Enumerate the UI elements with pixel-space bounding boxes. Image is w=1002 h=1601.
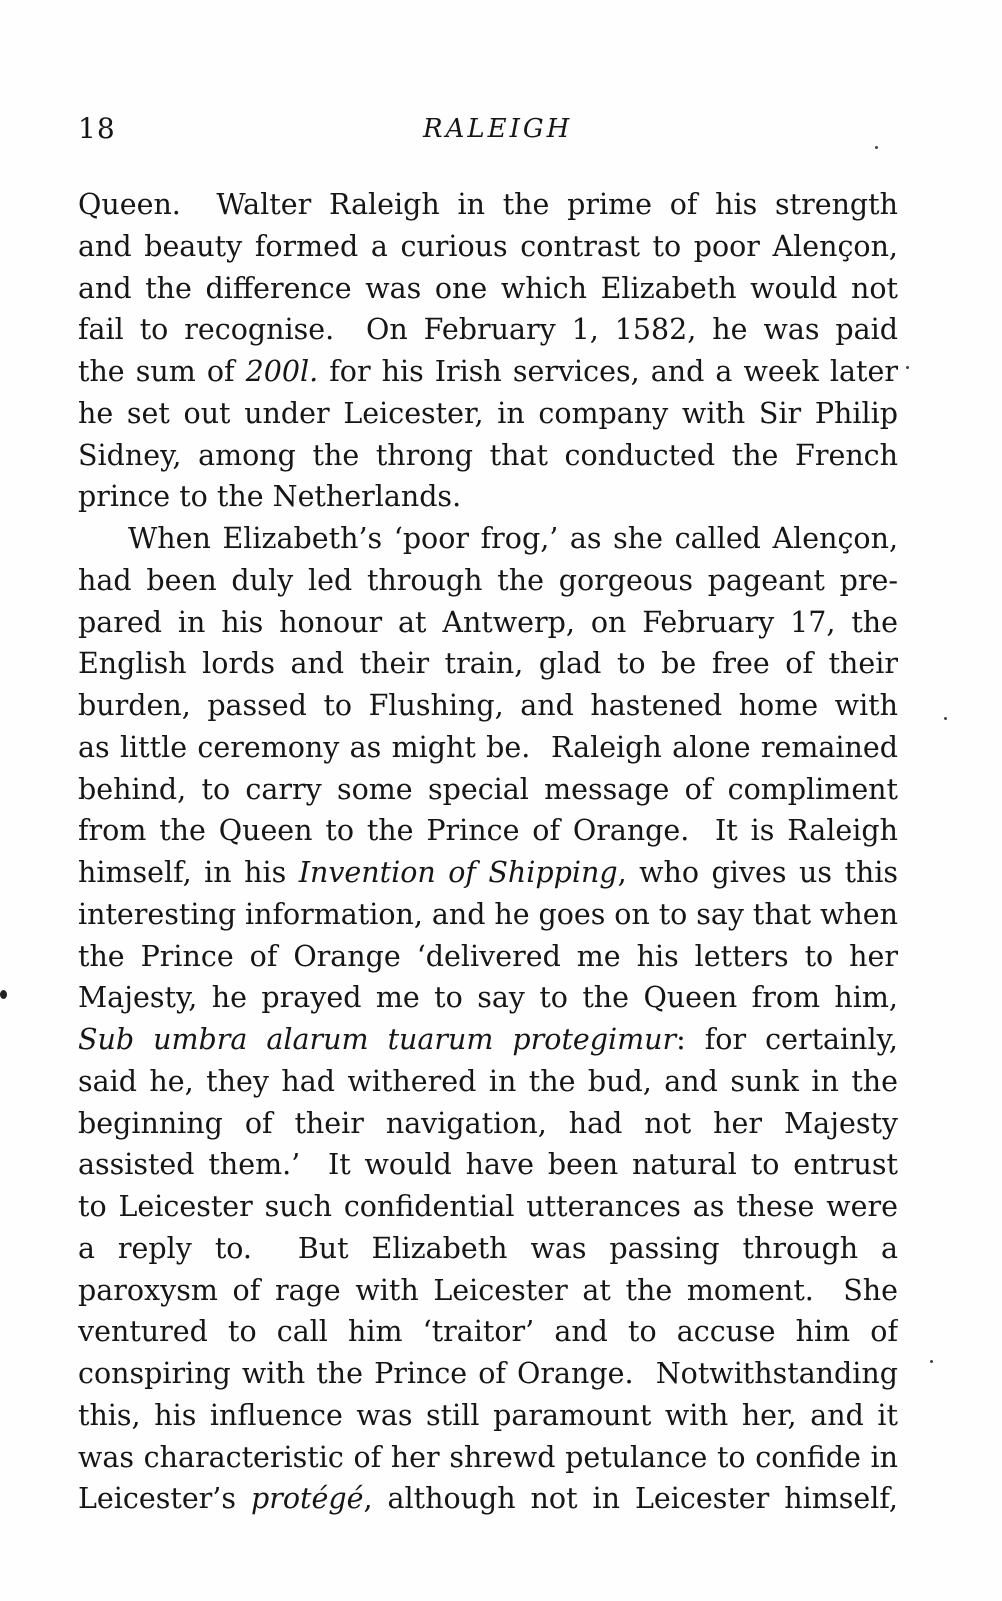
- text-run: assisted them.’ It would have been natural to entrust: [78, 1148, 898, 1182]
- text-line: [78, 435, 898, 477]
- text-line: [78, 936, 898, 978]
- text-run: pared in his honour at Antwerp, on February 17, the: [78, 605, 898, 639]
- italic-phrase: 200l.: [245, 355, 319, 388]
- text-line: [78, 1353, 898, 1395]
- text-run: ventured to call him ‘traitor’ and to accuse him of: [78, 1315, 898, 1349]
- text-run: for his Irish services, and a week later: [318, 355, 898, 388]
- text-run: paroxysm of rage with Leicester at the moment. She: [78, 1273, 898, 1307]
- text-line: [78, 643, 898, 685]
- text-run: conspiring with the Prince of Orange. Notwithstanding: [78, 1357, 898, 1390]
- text-line: [78, 226, 898, 268]
- text-run: from the Queen to the Prince of Orange. It is Raleigh: [78, 814, 898, 848]
- text-line: [78, 309, 898, 351]
- text-line: [78, 476, 898, 518]
- text-line: [78, 560, 898, 602]
- text-run: prince to the Netherlands.: [78, 480, 462, 514]
- text-line: [78, 1395, 898, 1437]
- text-run: Sidney, among the throng that conducted the French: [78, 438, 898, 472]
- text-run: as little ceremony as might be. Raleigh alone remained: [78, 730, 898, 764]
- text-run: burden, passed to Flushing, and hastened home with: [78, 689, 898, 722]
- text-line: [78, 852, 898, 894]
- text-line: [78, 810, 898, 852]
- text-line: [78, 1019, 898, 1061]
- text-line: [78, 351, 898, 393]
- italic-phrase: Sub umbra alarum tuarum protegimur: [78, 1023, 677, 1056]
- text-run: , although not in Leicester himself,: [363, 1482, 898, 1516]
- text-line: [78, 1311, 898, 1353]
- text-run: Leicester’s: [78, 1482, 251, 1516]
- text-line: [78, 184, 898, 226]
- text-run: himself, in his: [78, 856, 299, 889]
- text-line: [78, 977, 898, 1019]
- text-line: [78, 393, 898, 435]
- text-line: [78, 1228, 898, 1270]
- text-run: : for certainly,: [676, 1023, 898, 1056]
- text-line: [78, 685, 898, 727]
- running-head: [78, 112, 898, 152]
- text-run: and the difference was one which Elizabeth would not: [78, 271, 898, 305]
- text-run: a reply to. But Elizabeth was passing through a: [78, 1231, 898, 1265]
- text-run: English lords and their train, glad to be free of their: [78, 647, 898, 681]
- text-line: [78, 518, 898, 560]
- text-run: and beauty formed a curious contrast to poor Alençon,: [78, 229, 898, 263]
- margin-dot: [930, 1360, 933, 1363]
- text-line: [78, 1061, 898, 1103]
- page-number: 18: [78, 112, 116, 145]
- text-line: [78, 727, 898, 769]
- text-line: [78, 1103, 898, 1145]
- text-run: the sum of: [78, 355, 246, 388]
- body-text: [78, 184, 898, 1520]
- text-run: the Prince of Orange ‘delivered me his letters to her: [78, 939, 898, 973]
- text-line: [78, 769, 898, 811]
- italic-phrase: Invention of Shipping: [298, 856, 618, 889]
- running-title: RALEIGH: [423, 114, 573, 144]
- text-run: was characteristic of her shrewd petulance to confide in: [78, 1440, 898, 1474]
- margin-dot: [906, 366, 909, 369]
- margin-dot: [944, 717, 947, 720]
- text-line: [78, 1144, 898, 1186]
- margin-dot: [875, 146, 878, 149]
- text-run: When Elizabeth’s ‘poor frog,’ as she called Alençon,: [128, 522, 898, 555]
- text-line: [78, 602, 898, 644]
- italic-phrase: protégé: [251, 1482, 364, 1516]
- text-run: had been duly led through the gorgeous pageant pre-: [78, 563, 898, 597]
- text-run: beginning of their navigation, had not her Majesty: [78, 1106, 898, 1140]
- text-line: [78, 1270, 898, 1312]
- text-run: interesting information, and he goes on to say that when: [78, 897, 898, 931]
- text-run: behind, to carry some special message of compliment: [78, 772, 898, 806]
- text-run: Majesty, he prayed me to say to the Queen from him,: [78, 981, 898, 1015]
- margin-ink-speck: [0, 990, 7, 999]
- text-run: he set out under Leicester, in company with Sir Philip: [78, 396, 898, 430]
- text-run: fail to recognise. On February 1, 1582, he was paid: [78, 313, 898, 347]
- text-run: Queen. Walter Raleigh in the prime of his strength: [78, 188, 898, 221]
- text-run: this, his influence was still paramount with her, and it: [78, 1398, 898, 1432]
- text-run: , who gives us this: [617, 856, 898, 889]
- text-line: [78, 1437, 898, 1479]
- text-line: [78, 894, 898, 936]
- text-line: [78, 1478, 898, 1520]
- text-line: [78, 268, 898, 310]
- text-run: to Leicester such confidential utterances as these were: [78, 1190, 898, 1223]
- text-line: [78, 1186, 898, 1228]
- text-run: said he, they had withered in the bud, and sunk in the: [78, 1064, 898, 1098]
